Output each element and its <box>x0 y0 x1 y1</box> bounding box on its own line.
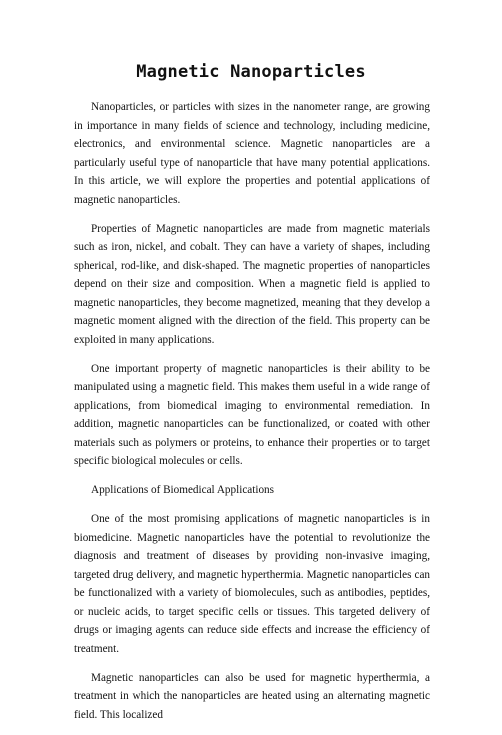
paragraph-properties: Properties of Magnetic nanoparticles are made from magnetic materials such as iron, nickel, and cobalt. They can have a variety of shapes, including spherical, rod-like, and disk-shaped. The magnetic properties of nanoparticles depend on their size and composition. When a magnetic field is applied to magnetic nanoparticles, they become magnetized, meaning that they develop a magnetic moment aligned with the direction of the field. This property can be exploited in many applications. <box>74 222 430 346</box>
paragraph-hyperthermia: Magnetic nanoparticles can also be used for magnetic hyperthermia, a treatment in which the nanoparticles are heated using an alternating magnetic field. This localized <box>74 671 430 721</box>
section-heading-applications: Applications of Biomedical Applications <box>91 484 275 496</box>
document-body <box>74 98 430 735</box>
document-title: Magnetic Nanoparticles <box>136 62 366 82</box>
paragraph-manipulation: One important property of magnetic nanoparticles is their ability to be manipulated using a magnetic field. This makes them useful in a wide range of applications, from biomedical imaging to environmental remediation. In addition, magnetic nanoparticles can be functionalized, or coated with other materials such as polymers or proteins, to enhance their properties or to target specific biological molecules or cells. <box>74 362 430 467</box>
paragraph-biomedicine: One of the most promising applications of magnetic nanoparticles is in biomedicine. Magnetic nanoparticles have the potential to revolutionize the diagnosis and treatment of diseases by providing non-invasive imaging, targeted drug delivery, and magnetic hyperthermia. Magnetic nanoparticles can be functionalized with a variety of biomolecules, such as antibodies, peptides, or nucleic acids, to target specific cells or tissues. This targeted delivery of drugs or imaging agents can reduce side effects and increase the efficiency of treatment. <box>74 513 430 655</box>
paragraph-intro: Nanoparticles, or particles with sizes in the nanometer range, are growing in importance in many fields of science and technology, including medicine, electronics, and environmental science. Magnetic nanoparticles are a particularly useful type of nanoparticle that have many potential applications. In this article, we will explore the properties and potential applications of magnetic nanoparticles. <box>74 101 430 206</box>
